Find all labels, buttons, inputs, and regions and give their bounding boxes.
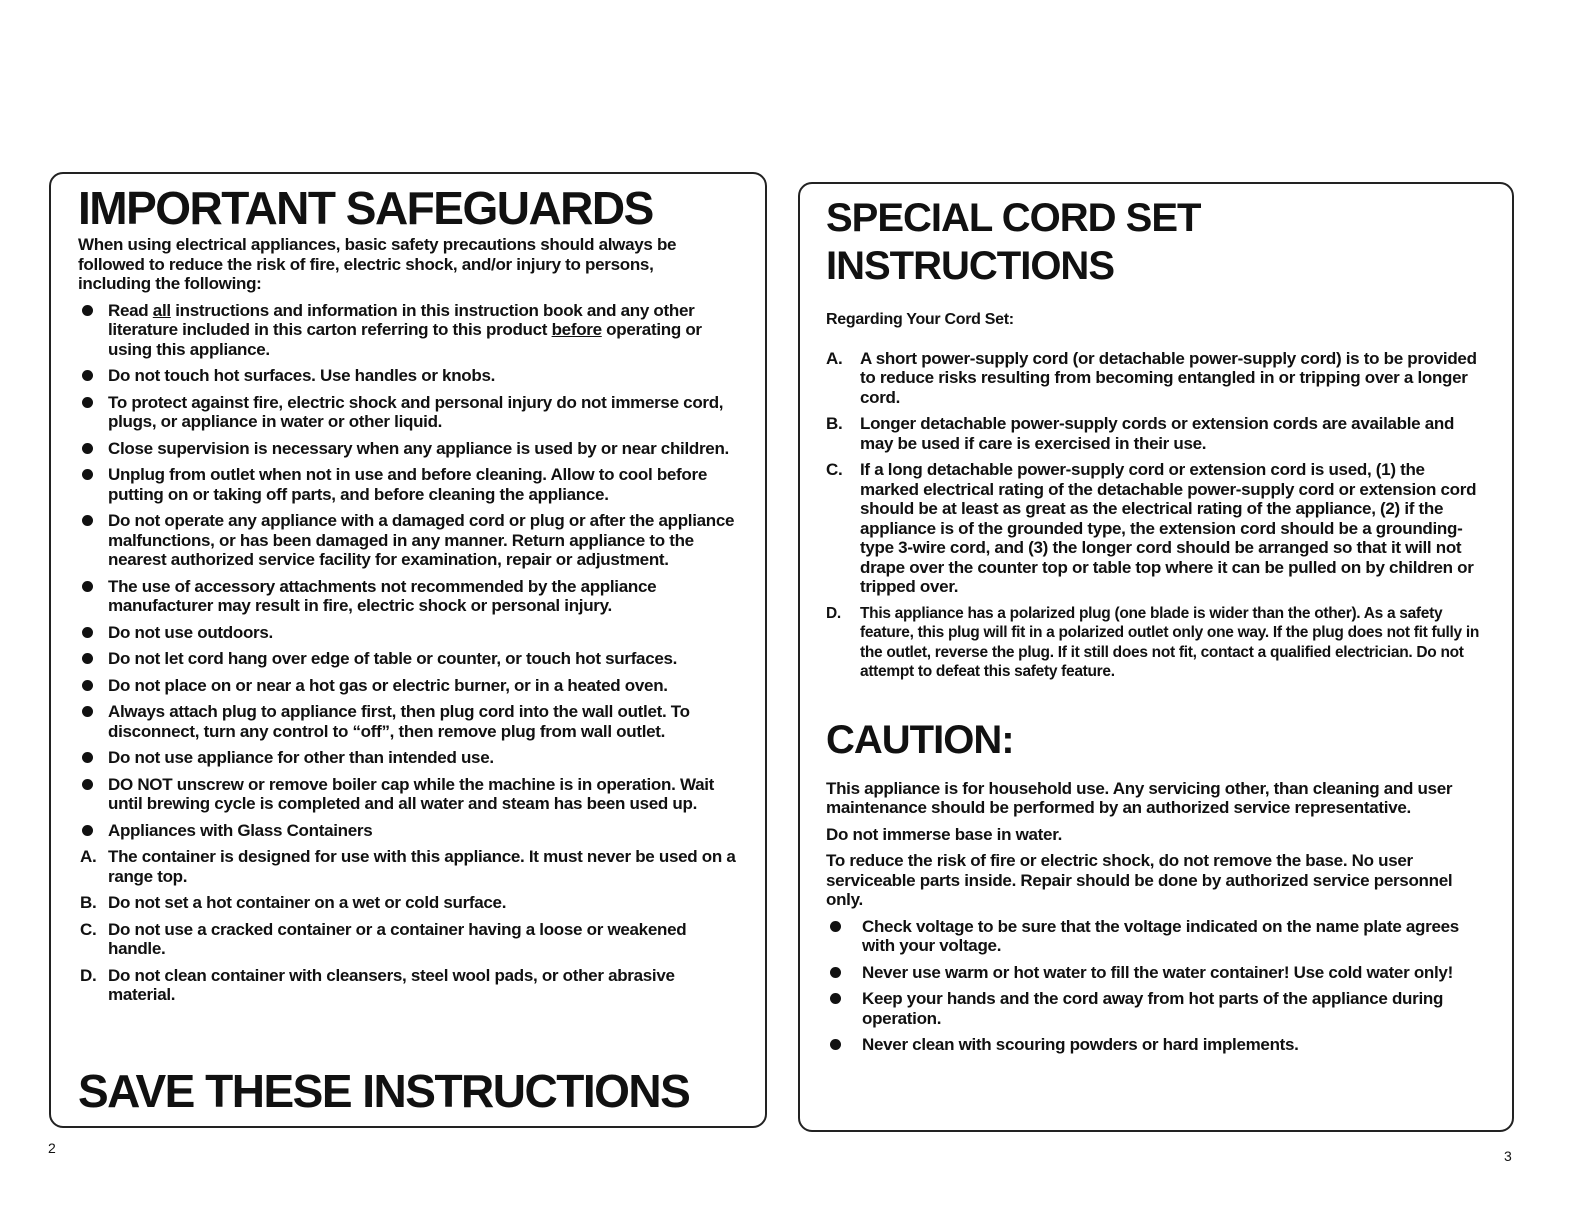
bullet-icon <box>830 967 841 978</box>
bullet-icon <box>82 370 93 381</box>
page-number-right: 3 <box>1504 1148 1512 1164</box>
caution-paragraph: This appliance is for household use. Any servicing other, than cleaning and user maintenance should be performed by an authorized service representative. <box>826 778 1453 817</box>
list-item: Check voltage to be sure that the voltage indicated on the name plate agrees with your voltage. <box>826 917 1486 956</box>
list-item: D. Do not clean container with cleansers, steel wool pads, or other abrasive material. <box>80 965 675 1004</box>
bullet-icon <box>82 706 93 717</box>
list-item: A. A short power-supply cord (or detachable power-supply cord) is to be provided to reduce risks resulting from becoming entangled in or tripping over a longer cord. <box>826 348 1477 407</box>
list-item: A. The container is designed for use with this appliance. It must never be used on a range top. <box>80 847 736 886</box>
list-item: Appliances with Glass Containers <box>78 821 739 841</box>
list-item: DO NOT unscrew or remove boiler cap while the machine is in operation. Wait until brewing cycle is completed and all water and steam has been used up. <box>78 775 739 814</box>
list-item: D. This appliance has a polarized plug (one blade is wider than the other). As a safety feature, this plug will fit in a polarized outlet only one way. If the plug does not fit fully in the outlet, reverse the plug. If it still does not fit, contact a qualified electrician. Do not attempt to defeat this safety feature. <box>826 604 1480 680</box>
important-safeguards-panel <box>49 172 767 1128</box>
list-item: Do not place on or near a hot gas or electric burner, or in a heated oven. <box>78 676 739 696</box>
list-item: Unplug from outlet when not in use and before cleaning. Allow to cool before putting on or taking off parts, and before cleaning the appliance. <box>78 465 739 504</box>
cord-set-subtitle: Regarding Your Cord Set: <box>826 311 1014 328</box>
list-item: Do not use appliance for other than intended use. <box>78 748 739 768</box>
list-item: Never use warm or hot water to fill the water container! Use cold water only! <box>826 963 1486 983</box>
list-item: B. Longer detachable power-supply cords or extension cords are available and may be used if care is exercised in their use. <box>826 414 1455 453</box>
safeguards-title: IMPORTANT SAFEGUARDS <box>78 182 653 234</box>
list-item: C. Do not use a cracked container or a container having a loose or weakened handle. <box>80 919 687 958</box>
cord-set-panel <box>798 182 1514 1132</box>
list-item: Do not use outdoors. <box>78 623 739 643</box>
bullet-icon <box>82 752 93 763</box>
bullet-icon <box>82 680 93 691</box>
list-item: Do not touch hot surfaces. Use handles or knobs. <box>78 366 739 386</box>
cord-set-title: SPECIAL CORD SET INSTRUCTIONS <box>826 196 1201 288</box>
bullet-icon <box>82 581 93 592</box>
bullet-icon <box>82 779 93 790</box>
list-item: The use of accessory attachments not recommended by the appliance manufacturer may result in fire, electric shock or personal injury. <box>78 577 739 616</box>
save-instructions-title: SAVE THESE INSTRUCTIONS <box>78 1065 690 1117</box>
bullet-icon <box>82 825 93 836</box>
safeguards-intro: When using electrical appliances, basic safety precautions should always be followed to reduce the risk of fire, electric shock, and/or injury to persons, including the following: <box>78 235 677 293</box>
caution-paragraph: To reduce the risk of fire or electric shock, do not remove the base. No user serviceable parts inside. Repair should be done by authorized service personnel only. <box>826 851 1453 909</box>
list-item <box>78 301 739 360</box>
caution-body <box>826 779 1486 1055</box>
cord-set-list <box>826 349 1486 682</box>
list-item: Close supervision is necessary when any appliance is used by or near children. <box>78 439 739 459</box>
bullet-icon <box>830 1039 841 1050</box>
list-item: C. If a long detachable power-supply cord or extension cord is used, (1) the marked electrical rating of the detachable power-supply cord or extension cord should be at least as great as the electrical rating of the appliance, (2) if the appliance is of the grounded type, the extension cord should be a grounding-type 3-wire cord, and (3) the longer cord should be arranged so that it will not drape over the counter top or table top where it can be pulled on by children or tripped over. <box>826 460 1477 596</box>
bullet-icon <box>82 397 93 408</box>
bullet-icon <box>830 921 841 932</box>
bullet-icon <box>830 993 841 1004</box>
caution-title: CAUTION: <box>826 717 1014 762</box>
list-item: Do not operate any appliance with a damaged cord or plug or after the appliance malfunctions, or has been damaged in any manner. Return appliance to the nearest authorized service facility for examination, repair or adjustment. <box>78 511 739 570</box>
bullet-icon <box>82 443 93 454</box>
list-item: Do not let cord hang over edge of table or counter, or touch hot surfaces. <box>78 649 739 669</box>
glass-container-list <box>78 847 739 1005</box>
safeguards-list <box>78 301 739 841</box>
list-item: B. Do not set a hot container on a wet or cold surface. <box>80 893 507 912</box>
caution-paragraph: Do not immerse base in water. <box>826 824 1062 844</box>
list-item: Always attach plug to appliance first, then plug cord into the wall outlet. To disconnect, turn any control to “off”, then remove plug from wall outlet. <box>78 702 739 741</box>
bullet-icon <box>82 653 93 664</box>
caution-list <box>826 917 1486 1055</box>
read-all-text: Read all instructions and information in this instruction book and any other literature included in this carton referring to this product before operating or using this appliance. <box>108 300 702 359</box>
bullet-icon <box>82 469 93 480</box>
bullet-icon <box>82 305 93 316</box>
page-number-left: 2 <box>48 1140 56 1156</box>
list-item: Never clean with scouring powders or hard implements. <box>826 1035 1486 1055</box>
bullet-icon <box>82 627 93 638</box>
bullet-icon <box>82 515 93 526</box>
list-item: To protect against fire, electric shock and personal injury do not immerse cord, plugs, or appliance in water or other liquid. <box>78 393 739 432</box>
list-item: Keep your hands and the cord away from hot parts of the appliance during operation. <box>826 989 1486 1028</box>
